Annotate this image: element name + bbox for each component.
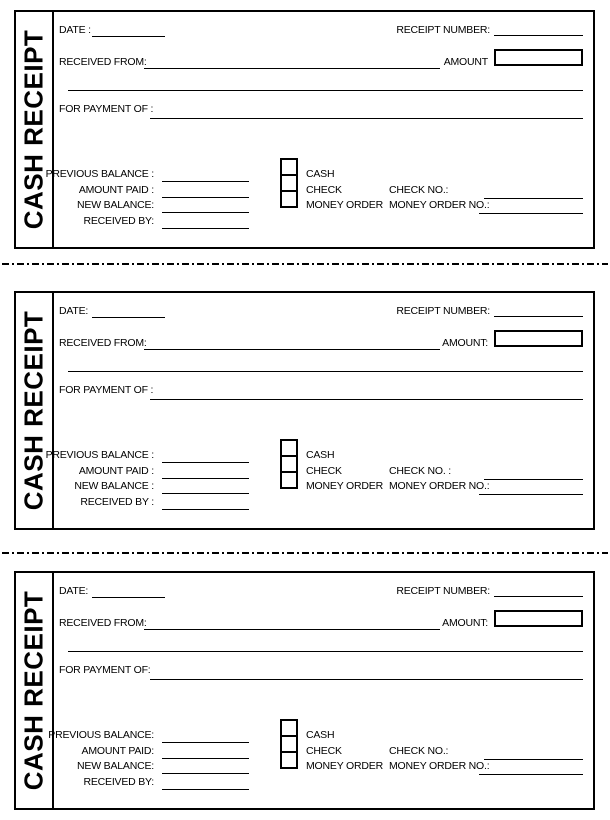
amount-paid-field[interactable] [162,464,249,479]
previous-balance-label: PREVIOUS BALANCE : [45,168,154,180]
previous-balance-label: PREVIOUS BALANCE : [45,449,154,461]
check-no-field[interactable] [484,465,583,480]
money-order-no-field[interactable] [479,760,583,775]
new-balance-label: NEW BALANCE: [77,199,154,211]
received-from-continuation-field[interactable] [68,76,583,91]
received-by-field[interactable] [162,214,249,229]
money-order-option-label: MONEY ORDER [306,480,383,492]
received-from-continuation-field[interactable] [68,357,583,372]
new-balance-field[interactable] [162,479,249,494]
new-balance-label: NEW BALANCE: [77,760,154,772]
receipt-number-label: RECEIPT NUMBER: [396,24,490,36]
date-field[interactable] [92,22,165,37]
check-option-label: CHECK [306,465,342,477]
money-order-no-label: MONEY ORDER NO.: [389,199,490,211]
received-from-label: RECEIVED FROM: [59,617,147,629]
received-from-continuation-field[interactable] [68,637,583,652]
for-payment-of-field[interactable] [150,104,583,119]
amount-label: AMOUNT: [442,337,488,349]
date-field[interactable] [92,303,165,318]
received-by-label: RECEIVED BY : [80,496,154,508]
receipt-2 [14,291,595,530]
cut-line [2,552,608,554]
amount-box[interactable] [494,49,583,66]
amount-box[interactable] [494,610,583,627]
cash-receipt-vertical-title: CASH RECEIPT [18,590,49,791]
amount-paid-field[interactable] [162,183,249,198]
new-balance-label: NEW BALANCE : [74,480,154,492]
cash-receipt-vertical-title: CASH RECEIPT [18,29,49,230]
receipt-number-field[interactable] [494,21,583,36]
received-from-label: RECEIVED FROM: [59,337,147,349]
received-from-label: RECEIVED FROM: [59,56,147,68]
for-payment-of-field[interactable] [150,385,583,400]
money-order-checkbox[interactable] [280,190,298,208]
receipt-number-field[interactable] [494,582,583,597]
for-payment-of-label: FOR PAYMENT OF: [59,664,151,676]
money-order-no-field[interactable] [479,480,583,495]
cash-option-label: CASH [306,449,335,461]
amount-paid-label: AMOUNT PAID : [78,184,154,196]
amount-label: AMOUNT [443,56,488,68]
received-by-label: RECEIVED BY: [83,215,154,227]
money-order-no-label: MONEY ORDER NO.: [389,480,490,492]
check-no-field[interactable] [484,745,583,760]
amount-label: AMOUNT: [442,617,488,629]
received-by-label: RECEIVED BY: [83,776,154,788]
money-order-option-label: MONEY ORDER [306,760,383,772]
new-balance-field[interactable] [162,198,249,213]
cash-option-label: CASH [306,168,335,180]
receipt-number-label: RECEIPT NUMBER: [396,305,490,317]
check-no-label: CHECK NO.: [389,745,449,757]
receipt-3 [14,571,595,810]
amount-paid-label: AMOUNT PAID: [81,745,154,757]
amount-paid-field[interactable] [162,744,249,759]
previous-balance-field[interactable] [162,448,249,463]
money-order-option-label: MONEY ORDER [306,199,383,211]
date-label: DATE : [59,24,91,36]
cash-option-label: CASH [306,729,335,741]
money-order-checkbox[interactable] [280,751,298,769]
check-no-label: CHECK NO. : [389,465,451,477]
amount-paid-label: AMOUNT PAID : [78,465,154,477]
received-by-field[interactable] [162,775,249,790]
receipt-number-label: RECEIPT NUMBER: [396,585,490,597]
check-no-field[interactable] [484,184,583,199]
previous-balance-field[interactable] [162,167,249,182]
check-no-label: CHECK NO.: [389,184,449,196]
money-order-checkbox[interactable] [280,471,298,489]
cash-receipt-vertical-title: CASH RECEIPT [18,310,49,511]
date-label: DATE: [59,305,89,317]
date-label: DATE: [59,585,89,597]
amount-box[interactable] [494,330,583,347]
check-option-label: CHECK [306,745,342,757]
new-balance-field[interactable] [162,759,249,774]
for-payment-of-label: FOR PAYMENT OF : [59,103,154,115]
date-field[interactable] [92,583,165,598]
cut-line [2,263,608,265]
receipt-1 [14,10,595,249]
money-order-no-field[interactable] [479,199,583,214]
for-payment-of-label: FOR PAYMENT OF : [59,384,154,396]
received-by-field[interactable] [162,495,249,510]
money-order-no-label: MONEY ORDER NO.: [389,760,490,772]
receipt-number-field[interactable] [494,302,583,317]
for-payment-of-field[interactable] [150,665,583,680]
check-option-label: CHECK [306,184,342,196]
previous-balance-label: PREVIOUS BALANCE: [48,729,154,741]
previous-balance-field[interactable] [162,728,249,743]
